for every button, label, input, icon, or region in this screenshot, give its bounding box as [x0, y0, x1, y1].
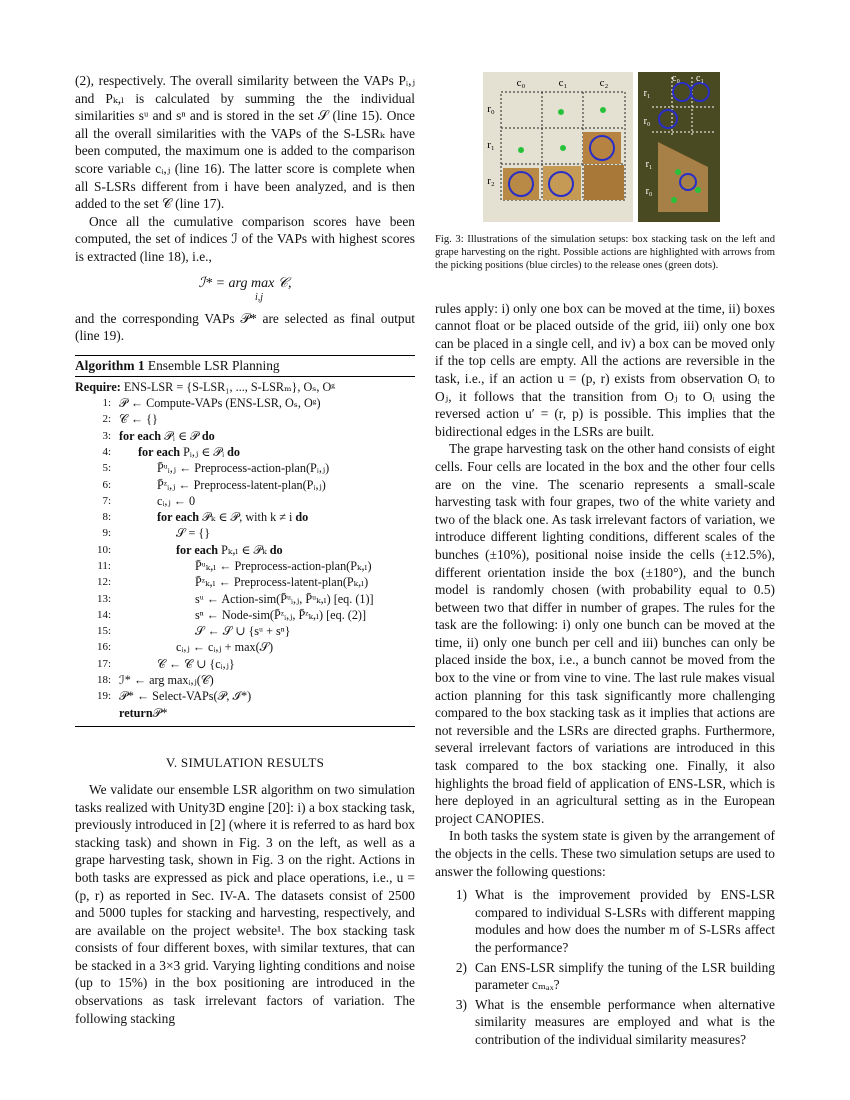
release-dot [671, 197, 677, 203]
question-list [435, 886, 775, 1048]
paragraph: and the corresponding VAPs 𝒫* are selected as final output (line 19). [75, 310, 415, 344]
line-text: 𝒫ᵢ ∈ 𝒫 [161, 428, 202, 443]
equation-text: ℐ* = arg max 𝒞, [198, 275, 292, 291]
line-text: ℐ* ← arg maxᵢ,ⱼ(𝒞) [119, 673, 214, 688]
algorithm-box [75, 355, 415, 727]
line-text: 𝒫* ← Select-VAPs(𝒫, ℐ*) [119, 689, 252, 704]
line-number: 2: [102, 413, 111, 426]
keyword: do [269, 542, 283, 557]
question-text: Can ENS-LSR simplify the tuning of the LSR building parameter cₘₐₓ? [475, 959, 775, 993]
line-number: 16: [96, 641, 111, 654]
algorithm-line [75, 656, 415, 672]
grape-row-label: r₀ [645, 186, 653, 197]
equation [75, 275, 415, 306]
line-body [119, 542, 283, 558]
equation-subscript: i,j [254, 291, 264, 303]
figure-3 [435, 72, 775, 222]
grape-scene [638, 72, 720, 222]
section-heading: V. SIMULATION RESULTS [165, 754, 325, 770]
release-dot [560, 145, 566, 151]
question-number: 3) [455, 996, 467, 1012]
release-dot [558, 109, 564, 115]
line-number: 7: [102, 494, 111, 507]
algorithm-line [75, 525, 415, 541]
line-text: 𝒮 = {} [176, 526, 211, 541]
algorithm-line [75, 411, 415, 427]
grape-col-label: c₁ [696, 73, 704, 84]
col-label: c₀ [516, 77, 526, 89]
question-number: 2) [455, 959, 467, 975]
line-body [119, 688, 251, 704]
keyword: for each [119, 428, 162, 443]
line-number: 14: [96, 608, 111, 621]
grape-row-label: r₁ [643, 88, 651, 99]
line-number: 10: [96, 543, 111, 556]
algorithm-line [75, 428, 415, 444]
question-item [435, 959, 775, 994]
line-body [119, 525, 210, 541]
line-body [119, 558, 372, 574]
release-dot [518, 147, 524, 153]
return-value: 𝒫* [152, 705, 168, 720]
figure-caption: Fig. 3: Illustrations of the simulation setups: box stacking task on the left and grape harvesting on the right. Possible actions are highlighted with arrows from the picking positions (blue circles) to the release ones (green dots). [435, 233, 775, 271]
keyword: do [201, 428, 215, 443]
return-keyword: return [119, 705, 153, 720]
line-body [119, 395, 321, 411]
algorithm-lines [75, 395, 415, 705]
line-body [119, 672, 214, 688]
right-column [435, 72, 775, 1051]
line-body [119, 639, 273, 655]
keyword: for each [157, 510, 200, 525]
line-number: 4: [102, 445, 111, 458]
line-body [119, 444, 240, 460]
line-number: 8: [102, 511, 111, 524]
line-text: 𝒮 ← 𝒮 ∪ {sᵘ + sⁿ} [195, 624, 291, 639]
row-label: r₀ [487, 103, 495, 115]
grape-col-label: c₀ [672, 73, 680, 84]
algorithm-line [75, 591, 415, 607]
paragraph: (2), respectively. The overall similarity between the VAPs Pᵢ,ⱼ and Pₖ,ₗ is calculated by summing the the individual similarities sᵘ and sⁿ and is stored in the set 𝒮 (line 15). Once all the overall similarities with the VAPs of the S-LSRₖ have been computed, the maximum one is added to the comparison score variable cᵢ,ⱼ (line 16). The latter score is complete when all S-LSRs different from i have been analyzed, and is then added to the set 𝒞 (line 17). [75, 73, 415, 212]
algorithm-line [75, 607, 415, 623]
box-stacking-image [483, 72, 633, 222]
line-body [119, 428, 215, 444]
line-body [119, 460, 329, 476]
keyword: do [227, 444, 240, 459]
keyword: for each [138, 444, 181, 459]
box [584, 165, 624, 200]
line-number: 12: [96, 576, 111, 589]
algorithm-body [75, 377, 415, 726]
question-text: What is the improvement provided by ENS-LSR compared to individual S-LSRs with different mapping modules and how does the number m of S-LSRs affect the performance? [475, 887, 775, 955]
paragraph: The grape harvesting task on the other hand consists of eight cells. Four cells are located in the box and the other four cells are on the vine. The scenario represents a small-scale harvesting task with four grapes, two of the white variety and two of the black one. As task irrelevant factors of variation, we introduce different lighting conditions, different scales of the bunches (±10%), positional noise inside the cells (±12.5%), different orientation inside the box (±180°), and the bunch model is randomly chosen (with probability equal to 0.5) between two that differ in number of grapes. The rules for the task are the following: i) only one bunch can be moved at the time, ii) only one bunch per cell and iii) bunches can only be placed inside the box, i.e., a bunch cannot be moved from the box to the vine or from vine to vine. The last rule makes visual action planning for this task significantly more challenging compared to the box stacking task as it implies that actions are not reversible and the LSRs are directed graphs. Furthermore, several irrelevant factors of variations are introduced in this task compared to the box stacking one. Finally, it also highlights the broad field of application of ENS-LSR, which is here deployed in an agricultural setting as in the European project CANOPIES. [435, 441, 775, 826]
line-body [119, 411, 158, 427]
grape-row-label: r₀ [643, 116, 651, 127]
algorithm-line [75, 493, 415, 509]
col-label: c₁ [558, 77, 568, 89]
question-item [435, 886, 775, 956]
release-dot [675, 169, 681, 175]
line-text: P̄ᵘᵢ,ⱼ ← Preprocess-action-plan(Pᵢ,ⱼ) [157, 461, 330, 476]
question-number: 1) [455, 887, 467, 903]
algorithm-require [75, 379, 415, 395]
algorithm-line [75, 477, 415, 493]
keyword: do [295, 510, 309, 525]
question-text: What is the ensemble performance when alternative similarity measures are employed and what is the contribution of the individual similarity measures? [475, 996, 775, 1047]
algorithm-line [75, 444, 415, 460]
line-text: P̄ᶻᵢ,ⱼ ← Preprocess-latent-plan(Pᵢ,ⱼ) [157, 477, 326, 492]
paragraph: We validate our ensemble LSR algorithm on two simulation tasks realized with Unity3D engine [20]: i) a box stacking task, previously introduced in [2] (where it is referred to as hard box stacking task) and shown in Fig. 3 on the left, as well as a grape harvesting task, shown in Fig. 3 on the right. Actions in both tasks are expressed as pick and place operations, i.e., u = (p, r) as reported in Sec. IV-A. The datasets consist of 2500 and 5000 tuples for stacking and harvesting, respectively, and are available on the project website¹. The box stacking task consists of four different boxes, with similar textures, that can be stacked in a 3×3 grid. Varying lighting conditions and noise (up to 15%) in the box positioning are introduced in the observations as task irrelevant factors of variation. The following stacking [75, 781, 415, 1026]
line-text: 𝒫ₖ ∈ 𝒫, with k ≠ i [199, 510, 296, 525]
question-item [435, 996, 775, 1049]
line-number: 9: [102, 527, 111, 540]
line-text: sᵘ ← Action-sim(P̄ᵘᵢ,ⱼ, P̄ᵘₖ,ₗ) [eq. (1)] [195, 591, 374, 606]
box-stacking-scene [483, 72, 633, 222]
line-number: 13: [96, 592, 111, 605]
line-text: cᵢ,ⱼ ← cᵢ,ⱼ + max(𝒮) [176, 640, 274, 655]
line-body [119, 623, 290, 639]
algorithm-line [75, 558, 415, 574]
line-text: 𝒞 ← {} [119, 412, 158, 427]
paragraph: Once all the cumulative comparison scores have been computed, the set of indices ℐ of the VAPs with highest scores is extracted (line 18), i.e., [75, 213, 415, 264]
line-body [119, 591, 374, 607]
line-text: P̄ᶻₖ,ₗ ← Preprocess-latent-plan(Pₖ,ₗ) [195, 575, 369, 590]
left-column [75, 72, 415, 1027]
line-number: 5: [102, 462, 111, 475]
line-body [119, 607, 366, 623]
line-number: 6: [102, 478, 111, 491]
algorithm-line [75, 542, 415, 558]
grape-row-label: r₁ [645, 159, 653, 170]
line-body [119, 656, 235, 672]
paragraph: rules apply: i) only one box can be moved at the time, ii) boxes cannot float or be placed outside of the grid, iii) only one box can be placed in a single cell, and iv) a box can be moved only if the top cells are empty. All the actions are reversible in the task, i.e., if an action u = (p, r) exists from observation Oᵢ to Oⱼ, it follows that the transition from Oⱼ to Oᵢ using the reversed action u′ = (r, p) is possible. This implies that the bidirectional edges in the LSRs are built. [435, 300, 775, 439]
line-number: 11: [97, 559, 111, 572]
grape-harvesting-image [638, 72, 720, 222]
line-body [119, 509, 308, 525]
algorithm-name: Ensemble LSR Planning [147, 357, 280, 373]
line-body [119, 477, 326, 493]
release-dot [695, 187, 701, 193]
line-number: 15: [96, 625, 111, 638]
line-number: 3: [102, 429, 111, 442]
line-number: 17: [96, 657, 111, 670]
algorithm-line [75, 623, 415, 639]
algorithm-line [75, 509, 415, 525]
algorithm-label: Algorithm 1 [75, 357, 145, 373]
release-dot [600, 107, 606, 113]
algorithm-return [75, 705, 415, 721]
algorithm-line [75, 688, 415, 704]
algorithm-line [75, 672, 415, 688]
line-body [119, 574, 368, 590]
require-text: ENS-LSR = {S-LSR₁, ..., S-LSRₘ}, Oₛ, Oᵍ [123, 379, 335, 394]
line-number: 18: [96, 674, 111, 687]
line-text: cᵢ,ⱼ ← 0 [157, 493, 196, 508]
row-label: r₁ [487, 139, 495, 151]
keyword: for each [176, 542, 219, 557]
algorithm-title [75, 356, 415, 377]
col-label: c₂ [599, 77, 609, 89]
paragraph: In both tasks the system state is given by the arrangement of the objects in the cells. These two simulation setups are used to answer the following questions: [435, 828, 775, 879]
algorithm-line [75, 395, 415, 411]
line-text: 𝒫 ← Compute-VAPs (ENS-LSR, Oₛ, Oᵍ) [119, 396, 321, 411]
line-text: Pᵢ,ⱼ ∈ 𝒫ᵢ [180, 444, 228, 459]
line-text: 𝒞 ← 𝒞 ∪ {cᵢ,ⱼ} [157, 656, 235, 671]
line-text: P̄ᵘₖ,ₗ ← Preprocess-action-plan(Pₖ,ₗ) [195, 558, 372, 573]
algorithm-line [75, 574, 415, 590]
algorithm-line [75, 460, 415, 476]
line-body [119, 493, 195, 509]
line-text: Pₖ,ₗ ∈ 𝒫ₖ [218, 542, 270, 557]
require-keyword: Require: [75, 379, 121, 394]
line-number: 1: [102, 397, 111, 410]
line-number: 19: [96, 690, 111, 703]
line-text: sⁿ ← Node-sim(P̄ᶻᵢ,ⱼ, P̄ᶻₖ,ₗ) [eq. (2)] [195, 607, 367, 622]
algorithm-line [75, 639, 415, 655]
row-label: r₂ [487, 175, 495, 187]
